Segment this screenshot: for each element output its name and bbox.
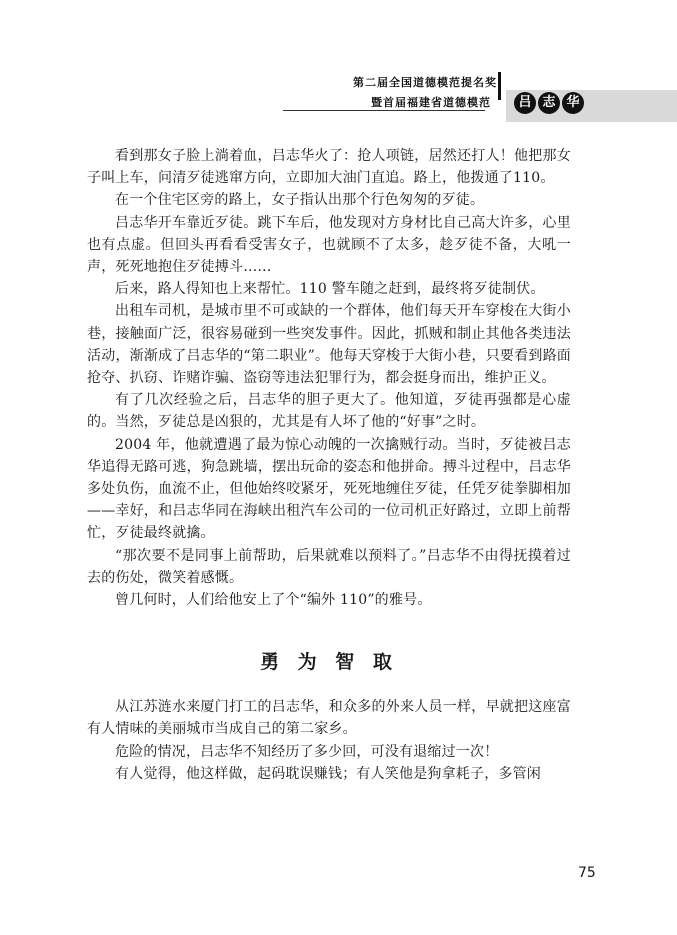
paragraph: 危险的情况，吕志华不知经历了多少回，可没有退缩过一次！ [115, 743, 499, 760]
paragraph: 吕志华开车靠近歹徒。跳下车后，他发现对方身材比自己高大许多，心里也有点虚。但回头再看看受害女子，也就顾不了太多，趁歹徒不备，大吼一声，死死地抱住歹徒搏斗…… [87, 214, 571, 276]
body-text [87, 145, 571, 785]
name-badge-1: 吕 [514, 92, 536, 114]
section-heading: 勇 为 智 取 [260, 651, 398, 674]
paragraph: 2004 年，他就遭遇了最为惊心动魄的一次擒贼行动。当时，歹徒被吕志华追得无路可逃，狗急跳墙，摆出玩命的姿态和他拼命。搏斗过程中，吕志华多处负伤，血流不止，但他始终咬紧牙，死死地缠住歹徒，任凭歹徒拳脚相加——幸好，和吕志华同在海峡出租汽车公司的一位司机正好路过，立即上前帮忙，歹徒最终就擒。 [87, 436, 571, 542]
name-badge-3: 华 [562, 92, 584, 114]
header-award-line2: 暨首届福建省道德模范 [371, 96, 491, 109]
header-rule [283, 110, 485, 111]
header-vertical-bar [498, 72, 501, 100]
paragraph: 有了几次经验之后，吕志华的胆子更大了。他知道，歹徒再强都是心虚的。当然，歹徒总是凶狠的，尤其是有人坏了他的“好事”之时。 [87, 392, 571, 431]
paragraph: “那次要不是同事上前帮助，后果就难以预料了。”吕志华不由得抚摸着过去的伤处，微笑着感慨。 [87, 547, 571, 586]
paragraph: 看到那女子脸上淌着血，吕志华火了：抢人项链，居然还打人！他把那女子叫上车，问清歹徒逃窜方向，立即加大油门直追。路上，他拨通了110。 [87, 148, 571, 187]
paragraph: 有人觉得，他这样做，起码耽误赚钱；有人笑他是狗拿耗子，多管闲 [115, 765, 541, 782]
running-header [0, 70, 677, 130]
paragraph: 出租车司机，是城市里不可或缺的一个群体，他们每天开车穿梭在大街小巷，接触面广泛，很容易碰到一些突发事件。因此，抓贼和制止其他各类违法活动，渐渐成了吕志华的“第二职业”。他每天穿梭于大街小巷，只要看到路面抢夺、扒窃、诈赌诈骗、盗窃等违法犯罪行为，都会挺身而出，维护正义。 [87, 303, 571, 387]
page-number: 75 [578, 865, 596, 881]
paragraph: 从江苏涟水来厦门打工的吕志华，和众多的外来人员一样，早就把这座富有人情味的美丽城市当成自己的第二家乡。 [87, 699, 571, 738]
name-badge-2: 志 [538, 92, 560, 114]
paragraph: 曾几何时，人们给他安上了个“编外 110”的雅号。 [115, 592, 432, 609]
header-name-badges [514, 92, 584, 114]
paragraph: 在一个住宅区旁的路上，女子指认出那个行色匆匆的歹徒。 [115, 192, 485, 209]
paragraph: 后来，路人得知也上来帮忙。110 警车随之赶到，最终将歹徒制伏。 [115, 281, 545, 298]
header-award-line1: 第二届全国道德模范提名奖 [353, 76, 497, 89]
